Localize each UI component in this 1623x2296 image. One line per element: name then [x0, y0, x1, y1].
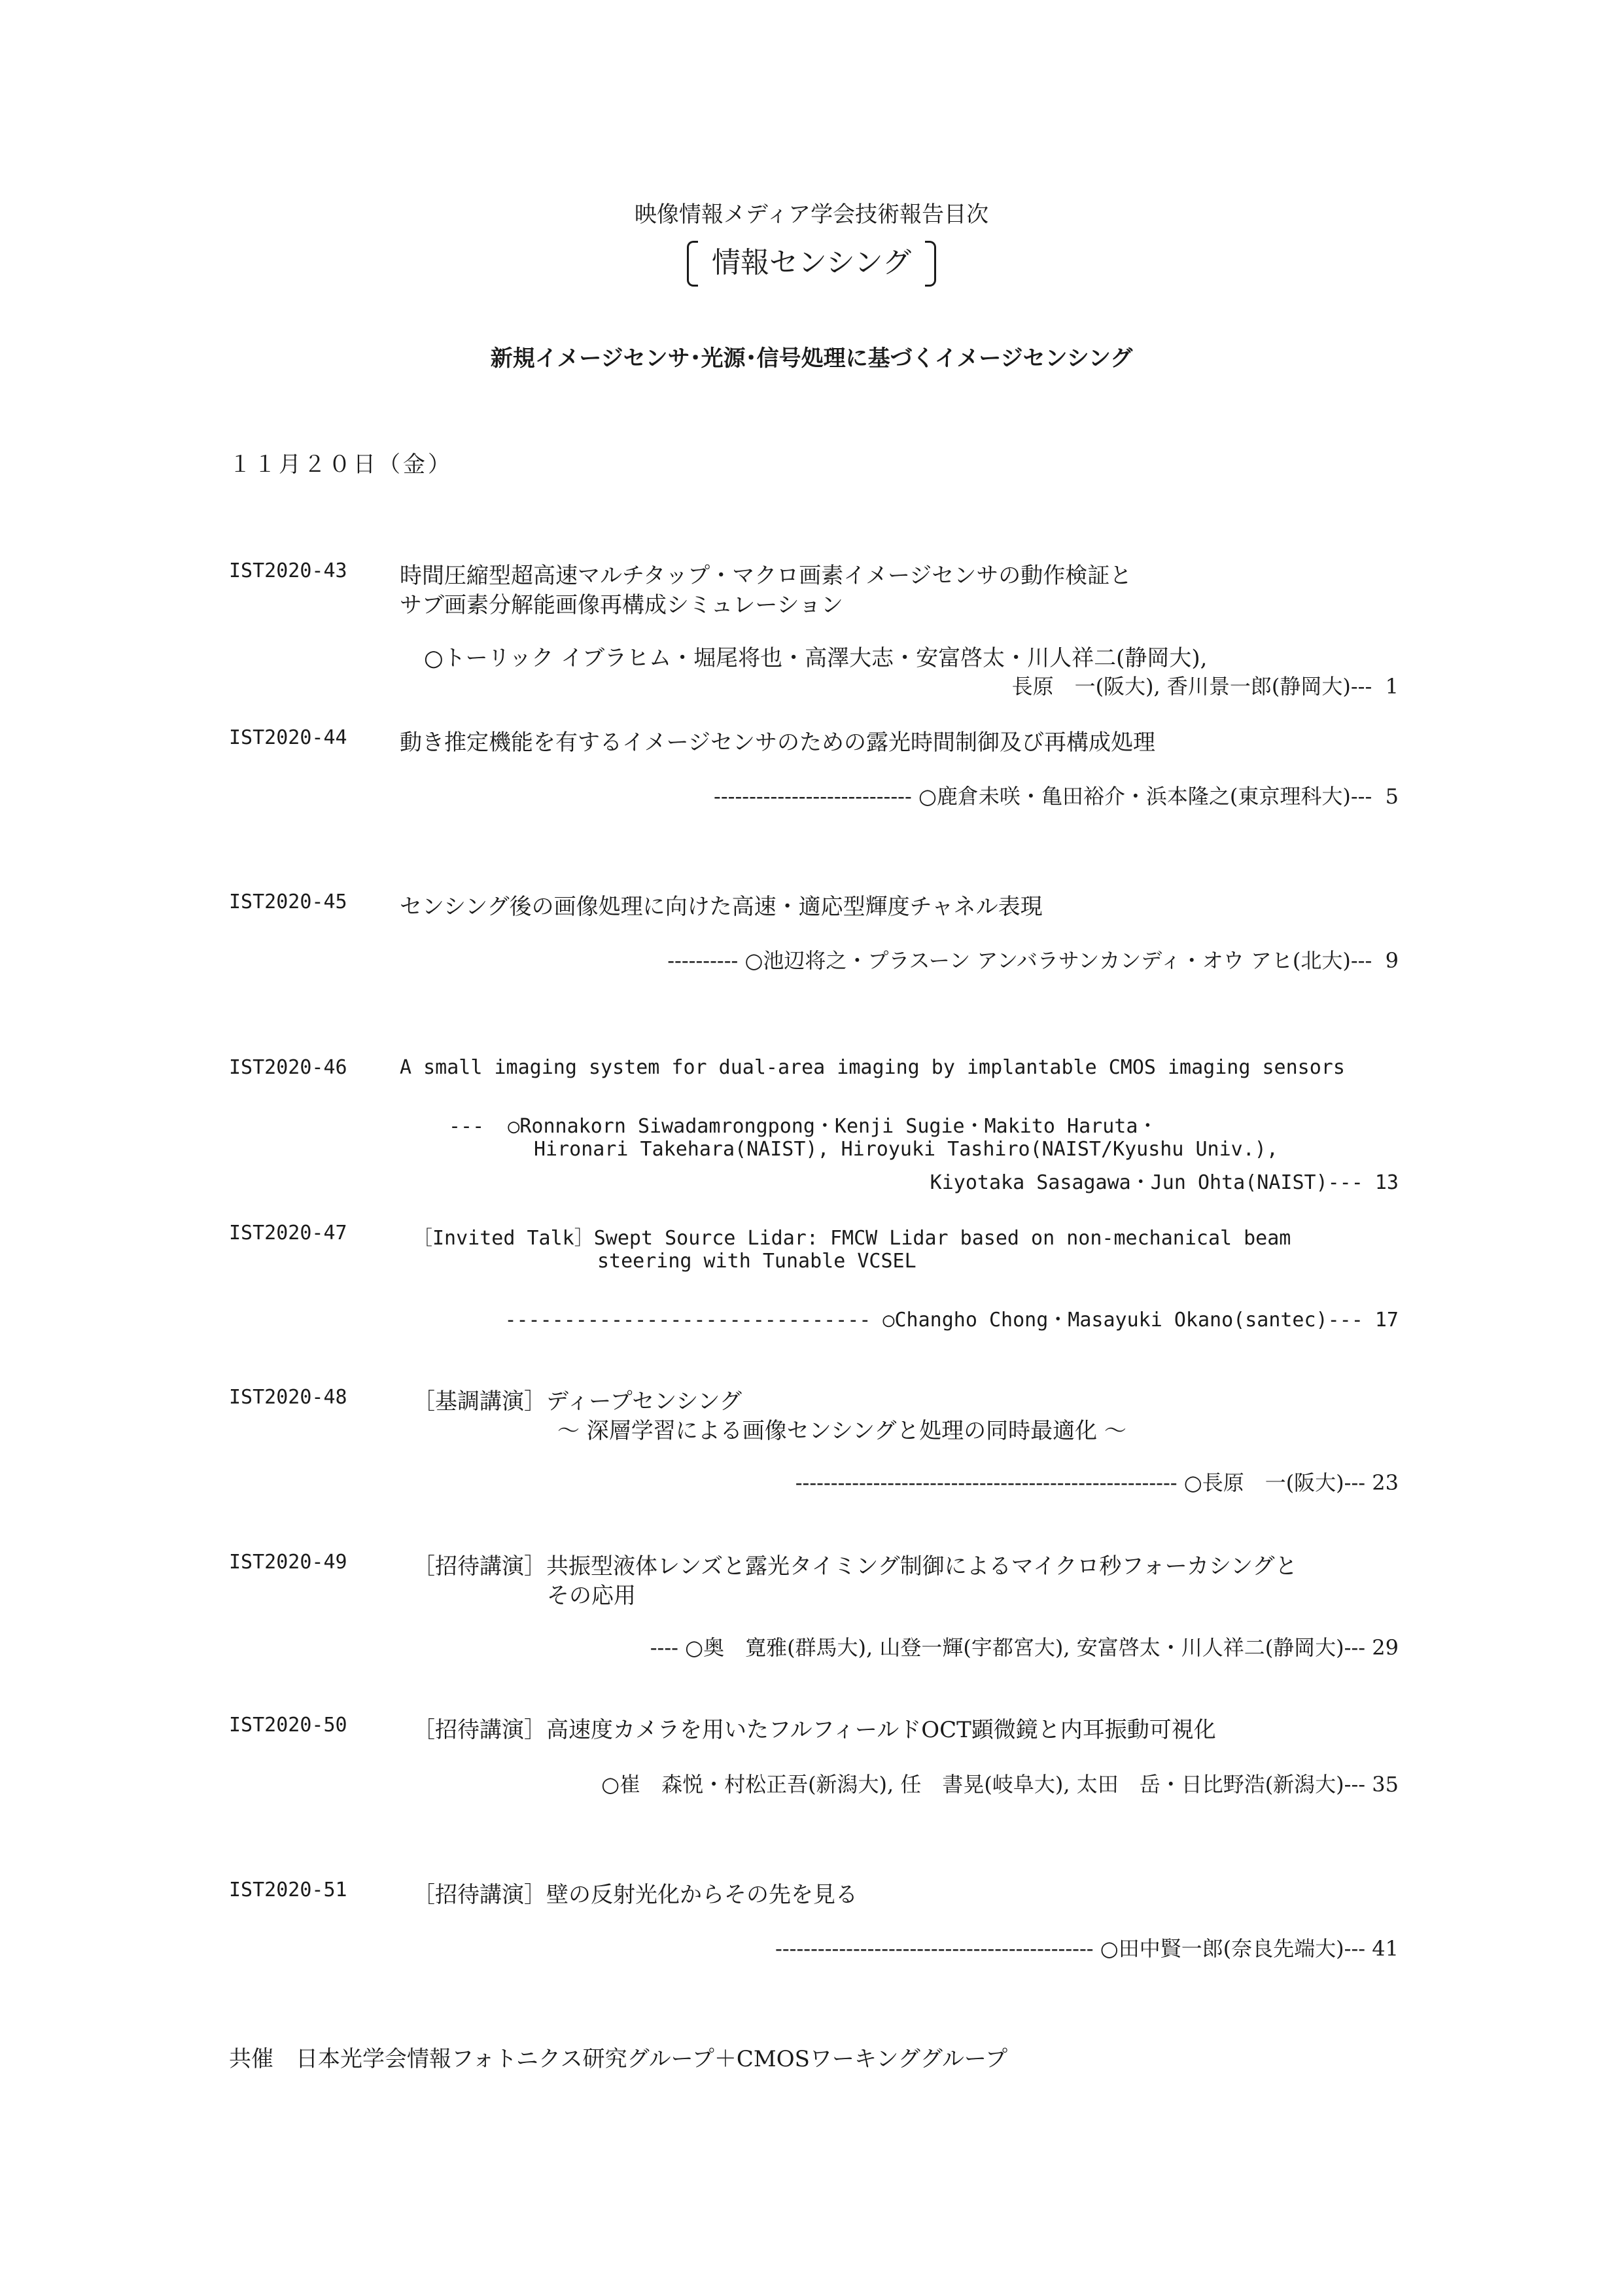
- entry-authors-line: ---------- ○池辺将之・プラスーン アンバラサンカンディ・オウ アヒ(北大)--- 9: [667, 948, 1399, 973]
- entry-id: IST2020-47: [229, 1222, 347, 1245]
- entry-title-line: A small imaging system for dual-area imaging by implantable CMOS imaging sensors: [400, 1056, 1345, 1079]
- entry-title-line: ［基調講演］ディープセンシング: [413, 1388, 742, 1415]
- entry-authors-line: ○崔 森悦・村松正吾(新潟大), 任 書晃(岐阜大), 太田 岳・日比野浩(新潟大)--- 35: [601, 1772, 1399, 1797]
- entry-id: IST2020-44: [229, 726, 347, 749]
- entry-id: IST2020-45: [229, 891, 347, 913]
- entry-title-line: サブ画素分解能画像再構成シミュレーション: [400, 592, 843, 618]
- entry-authors-line: ------------------------------- ○Changho Chong・Masayuki Okano(santec)--- 17: [504, 1309, 1399, 1332]
- entry-id: IST2020-46: [229, 1056, 347, 1079]
- report-series-heading: 映像情報メディア学会技術報告目次: [634, 202, 989, 228]
- left-bracket-icon: [687, 241, 698, 287]
- entry-title-line: steering with Tunable VCSEL: [597, 1250, 916, 1273]
- entry-title-line: 動き推定機能を有するイメージセンサのための露光時間制御及び再構成処理: [400, 730, 1155, 756]
- entry-title-line: ［招待講演］高速度カメラを用いたフルフィールドOCT顕微鏡と内耳振動可視化: [413, 1717, 1216, 1743]
- entry-id: IST2020-43: [229, 559, 347, 582]
- entry-authors-line: --------------------------------------------- ○田中賢一郎(奈良先端大)--- 41: [775, 1936, 1399, 1961]
- entry-title-line: センシング後の画像処理に向けた高速・適応型輝度チャネル表現: [400, 894, 1043, 920]
- session-subtitle: 新規イメージセンサ･光源･信号処理に基づくイメージセンシング: [490, 345, 1133, 372]
- entry-id: IST2020-51: [229, 1879, 347, 1901]
- entry-title-line: その応用: [547, 1583, 636, 1609]
- entry-authors-line: --- ○Ronnakorn Siwadamrongpong・Kenji Sugie・Makito Haruta・: [449, 1115, 1158, 1138]
- entry-authors-line: Hironari Takehara(NAIST), Hiroyuki Tashiro(NAIST/Kyushu Univ.),: [534, 1138, 1278, 1161]
- entry-title-line: ［Invited Talk］Swept Source Lidar: FMCW Lidar based on non-mechanical beam: [413, 1227, 1291, 1250]
- entry-title-line: 〜 深層学習による画像センシングと処理の同時最適化 〜: [557, 1418, 1126, 1444]
- section-title: 情報センシング: [712, 246, 911, 279]
- entry-authors-line: ○トーリック イブラヒム・堀尾将也・高澤大志・安富啓太・川人祥二(静岡大),: [424, 645, 1208, 671]
- section-title-frame: [0, 239, 1623, 287]
- right-bracket-icon: [925, 241, 936, 287]
- session-date: １１月２０日（金）: [229, 451, 453, 478]
- entry-id: IST2020-48: [229, 1386, 347, 1409]
- entry-authors-line: Kiyotaka Sasagawa・Jun Ohta(NAIST)--- 13: [930, 1171, 1399, 1194]
- entry-title-line: ［招待講演］壁の反射光化からその先を見る: [413, 1882, 858, 1908]
- co-sponsor-note: 共催 日本光学会情報フォトニクス研究グループ＋CMOSワーキンググループ: [229, 2046, 1008, 2072]
- entry-authors-line: ---- ○奥 寛雅(群馬大), 山登一輝(宇都宮大), 安富啓太・川人祥二(静岡大)--- 29: [650, 1635, 1399, 1660]
- entry-title-line: ［招待講演］共振型液体レンズと露光タイミング制御によるマイクロ秒フォーカシングと: [413, 1553, 1298, 1580]
- entry-authors-line: ------------------------------------------------------ ○長原 一(阪大)--- 23: [795, 1470, 1399, 1495]
- entry-id: IST2020-49: [229, 1551, 347, 1574]
- entry-authors-line: ---------------------------- ○鹿倉未咲・亀田裕介・浜本隆之(東京理科大)--- 5: [714, 784, 1399, 809]
- entry-title-line: 時間圧縮型超高速マルチタップ・マクロ画素イメージセンサの動作検証と: [400, 563, 1132, 589]
- entry-authors-line: 長原 一(阪大), 香川景一郎(静岡大)--- 1: [1011, 674, 1399, 699]
- entry-id: IST2020-50: [229, 1714, 347, 1737]
